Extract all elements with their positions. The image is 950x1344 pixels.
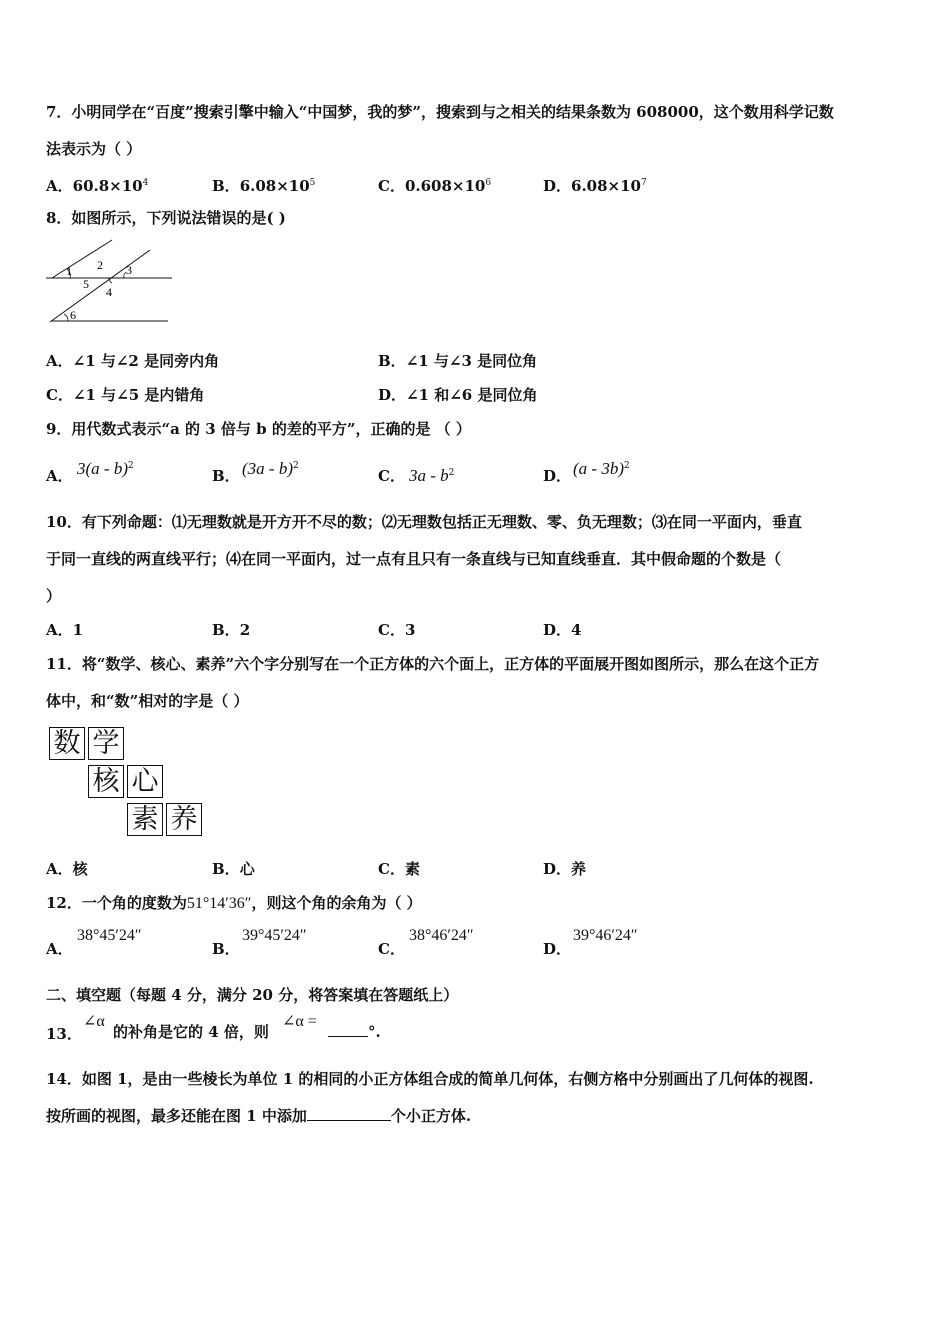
q9-option-c-expr: $3a - b^2$ <box>409 466 455 485</box>
cube-face-xue: 学 <box>88 727 124 760</box>
q7-option-c[interactable]: C．$0.608\times 10^6$ <box>378 177 492 195</box>
q11-option-c[interactable]: C．素 <box>378 860 420 878</box>
q11-option-d[interactable]: D．养 <box>543 860 587 878</box>
q12-stem: 12．一个角的度数为51°14′36″，则这个角的余角为（ ） <box>46 894 422 912</box>
q8-lines-figure <box>40 236 180 328</box>
q9-option-d-expr: (a - 3b)$^2$ <box>573 459 630 478</box>
q13-alpha-eq: ∠α = <box>282 1013 317 1030</box>
q9-option-b-label[interactable]: B． <box>212 467 240 485</box>
q12-option-c-value: 38°46′24″ <box>409 927 474 944</box>
q12-option-d-value: 39°46′24″ <box>573 927 638 944</box>
q9-option-a-expr: 3(a - b)$^2$ <box>77 459 134 478</box>
q8-label-2: 2 <box>97 258 103 272</box>
cube-face-shu: 数 <box>49 727 85 760</box>
q8-option-c[interactable]: C．∠1 与∠5 是内错角 <box>46 386 205 404</box>
cube-face-su: 素 <box>127 803 163 836</box>
q10-option-d[interactable]: D．4 <box>543 621 582 639</box>
q14-stem-line1: 14．如图 1，是由一些棱长为单位 1 的相同的小正方体组合成的简单几何体，右侧方格中分别画出了几何体的视图. <box>46 1070 814 1088</box>
q9-option-a-label[interactable]: A． <box>46 467 73 485</box>
q12-option-b-value: 39°45′24″ <box>242 927 307 944</box>
q8-option-b[interactable]: B．∠1 与∠3 是同位角 <box>378 352 538 370</box>
q8-stem: 8．如图所示，下列说法错误的是( ) <box>46 209 286 227</box>
q11-option-b[interactable]: B．心 <box>212 860 255 878</box>
q13-text: 的补角是它的 4 倍，则 <box>113 1023 269 1041</box>
q12-option-a-value: 38°45′24″ <box>77 927 142 944</box>
q8-option-a[interactable]: A．∠1 与∠2 是同旁内角 <box>46 352 220 370</box>
q10-stem-line3: ） <box>46 587 62 605</box>
cube-face-yang: 养 <box>166 803 202 836</box>
q9-option-c-label[interactable]: C． <box>378 467 405 485</box>
q7-option-d[interactable]: D．$6.08\times 10^7$ <box>543 177 647 195</box>
q14-answer-blank[interactable] <box>307 1106 391 1121</box>
q8-label-3: 3 <box>126 263 132 277</box>
q8-label-4: 4 <box>106 285 112 299</box>
q8-option-d[interactable]: D．∠1 和∠6 是同位角 <box>378 386 538 404</box>
q8-label-1: 1 <box>66 264 72 278</box>
q10-stem-line1: 10．有下列命题：⑴无理数就是开方开不尽的数；⑵无理数包括正无理数、零、负无理数；⑶在同一平面内，垂直 <box>46 513 802 531</box>
section-2-title: 二、填空题（每题 4 分，满分 20 分，将答案填在答题纸上） <box>46 986 459 1004</box>
q13-number: 13． <box>46 1025 82 1043</box>
q8-label-5: 5 <box>83 277 89 291</box>
q14-stem-line2: 按所画的视图，最多还能在图 1 中添加 个小正方体. <box>46 1107 472 1125</box>
q9-option-d-label[interactable]: D． <box>543 467 572 485</box>
q10-option-b[interactable]: B．2 <box>212 621 251 639</box>
q10-option-c[interactable]: C．3 <box>378 621 416 639</box>
q7-stem-line2: 法表示为（ ） <box>46 140 142 158</box>
q10-option-a[interactable]: A．1 <box>46 621 84 639</box>
q12-option-c-label[interactable]: C． <box>378 940 405 958</box>
q8-label-6: 6 <box>70 308 76 322</box>
q11-stem-line2: 体中，和“数”相对的字是（ ） <box>46 692 249 710</box>
q9-option-b-expr: (3a - b)$^2$ <box>242 459 299 478</box>
q10-stem-line2: 于同一直线的两直线平行；⑷在同一平面内，过一点有且只有一条直线与已知直线垂直．其中假命题的个数是（ <box>46 550 782 568</box>
q13-alpha: ∠α <box>83 1013 105 1030</box>
q7-option-b[interactable]: B．$6.08\times 10^5$ <box>212 177 316 195</box>
q7-stem-line1: 7．小明同学在“百度”搜索引擎中输入“中国梦，我的梦”，搜索到与之相关的结果条数为 608000，这个数用科学记数 <box>46 103 834 121</box>
q11-option-a[interactable]: A．核 <box>46 860 88 878</box>
q7-option-a[interactable]: A．$60.8\times 10^4$ <box>46 177 149 195</box>
cube-face-xin: 心 <box>127 765 163 798</box>
q13-answer-blank[interactable]: °. <box>328 1022 381 1042</box>
q12-option-d-label[interactable]: D． <box>543 940 572 958</box>
q11-stem-line1: 11．将“数学、核心、素养”六个字分别写在一个正方体的六个面上，正方体的平面展开图如图所示，那么在这个正方 <box>46 655 820 673</box>
q12-angle: 51°14′36″ <box>186 895 252 912</box>
cube-face-he: 核 <box>88 765 124 798</box>
q12-option-a-label[interactable]: A． <box>46 940 73 958</box>
q12-option-b-label[interactable]: B． <box>212 940 240 958</box>
q9-stem: 9．用代数式表示“a 的 3 倍与 b 的差的平方”，正确的是 （ ） <box>46 420 471 438</box>
